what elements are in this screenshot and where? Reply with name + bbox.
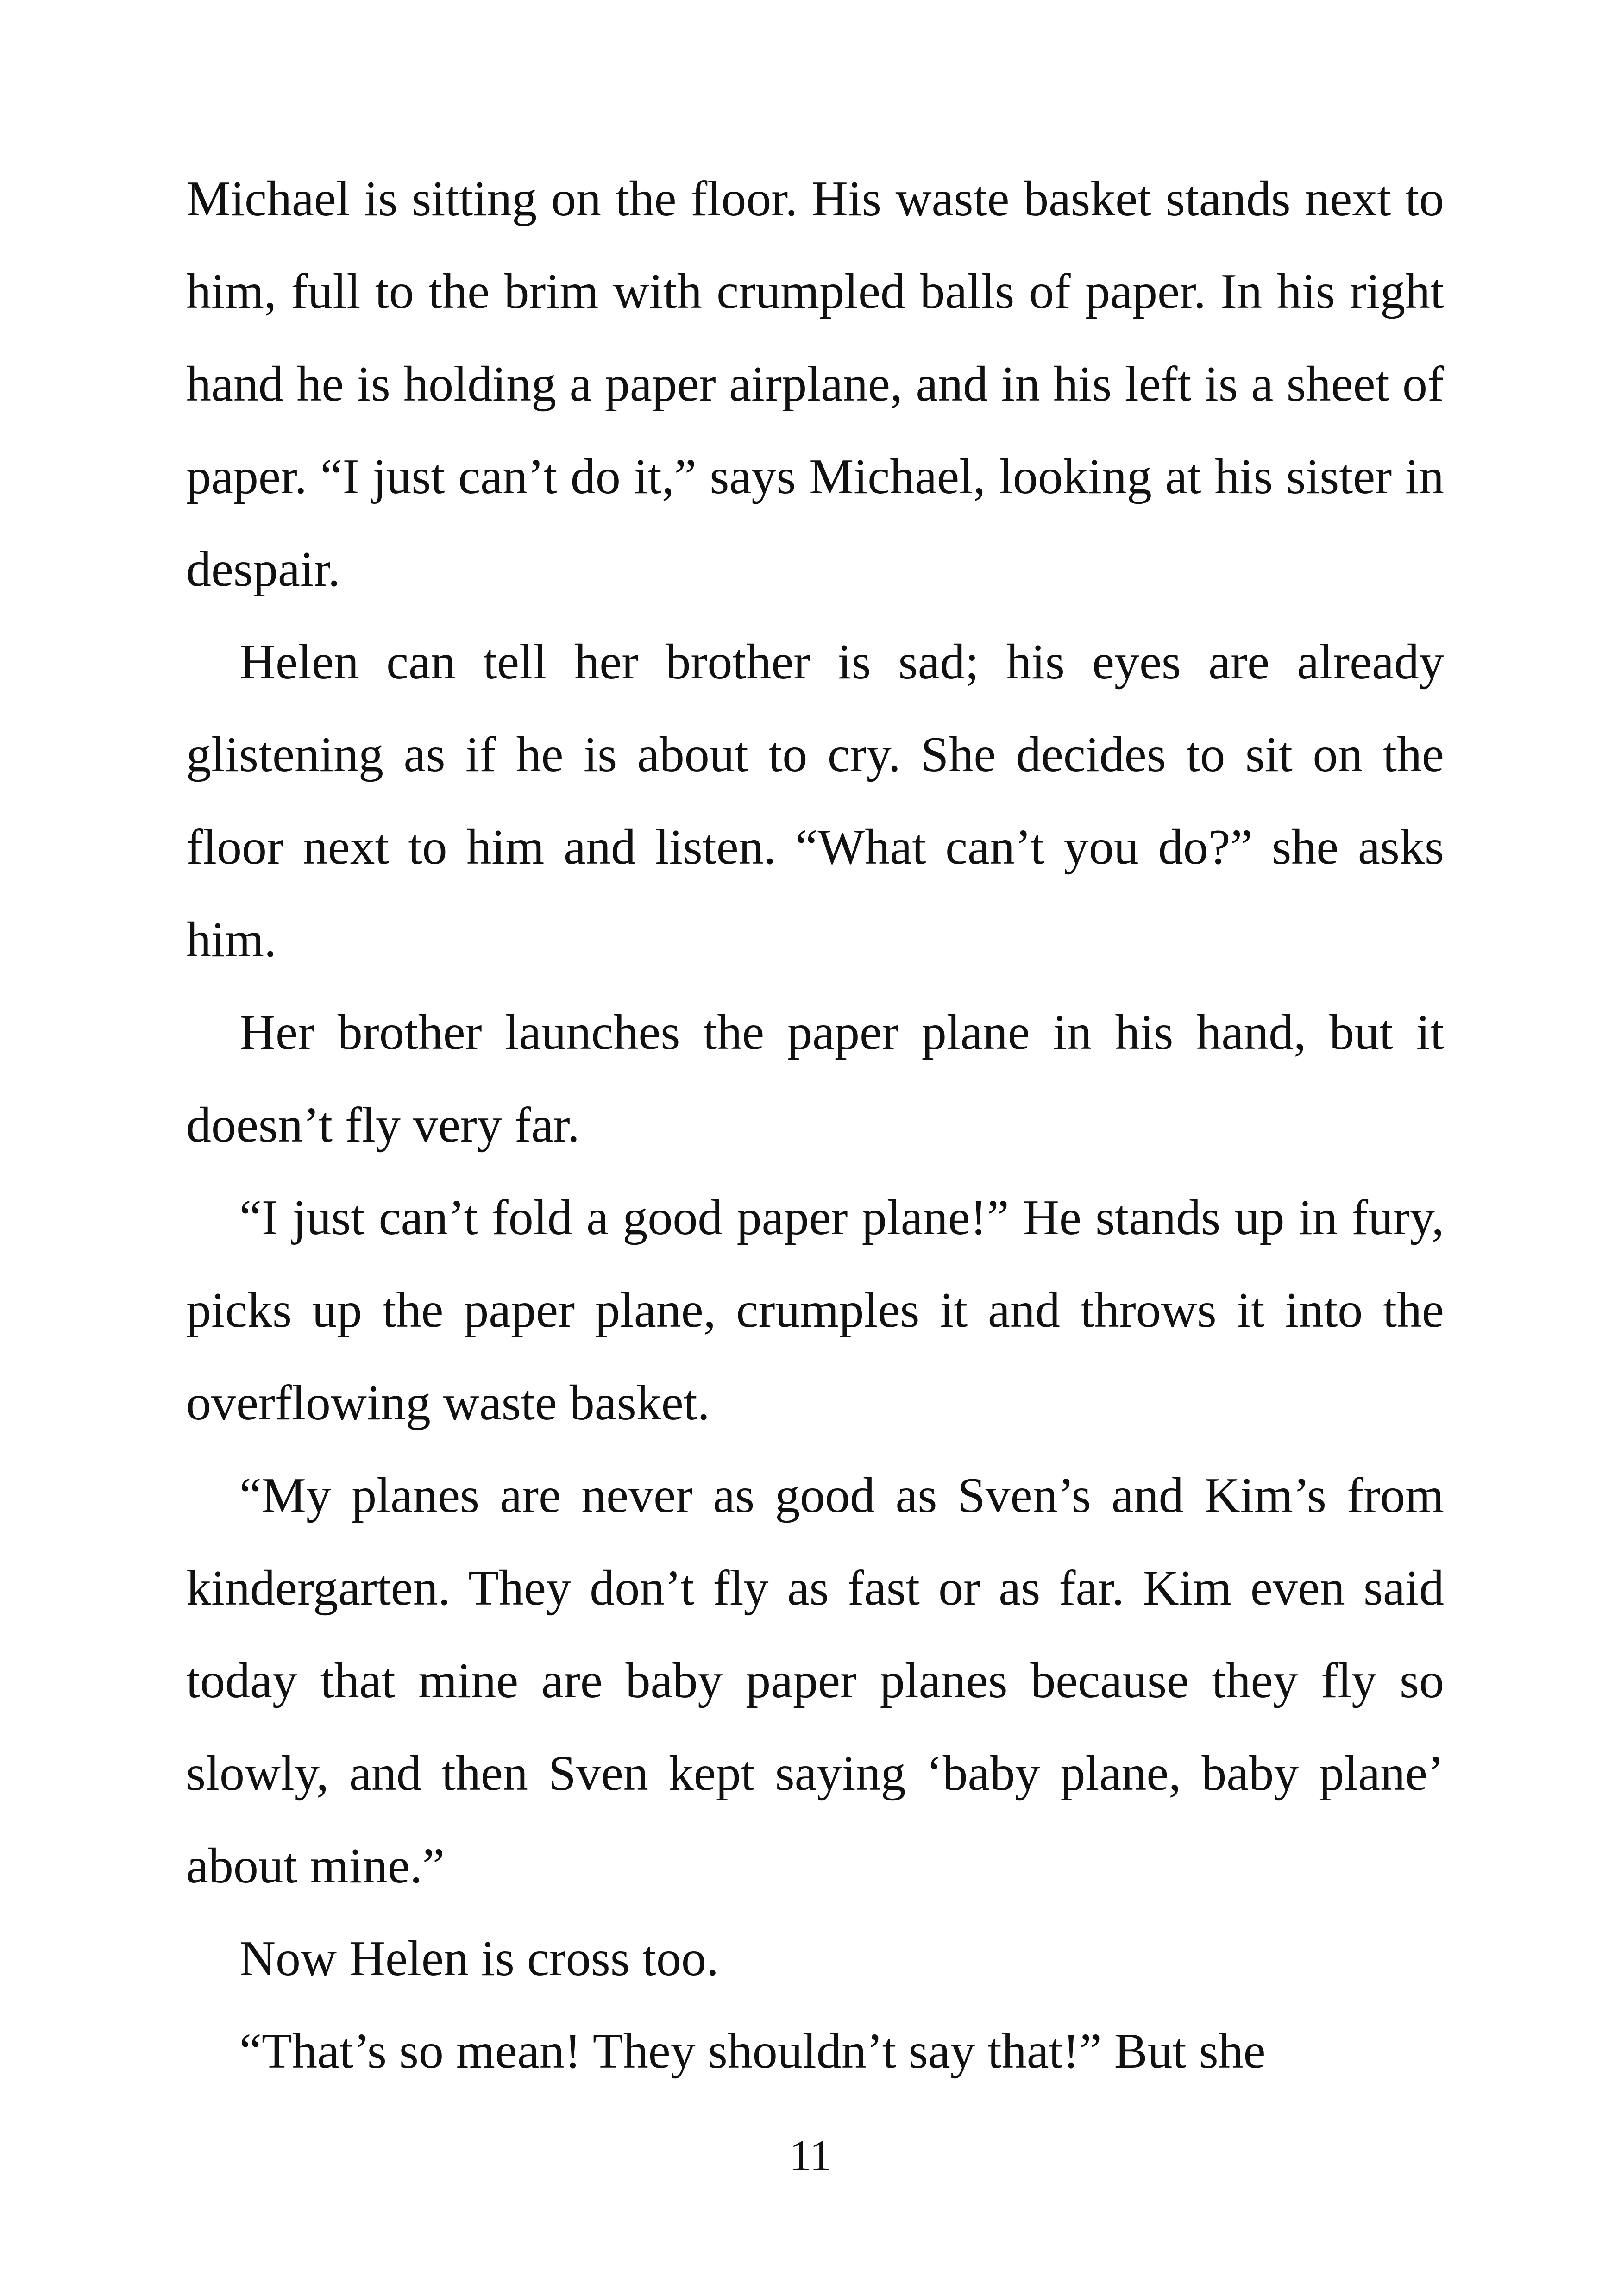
paragraph: “That’s so mean! They shouldn’t say that!” But she (239, 2024, 1266, 2079)
paragraph: Now Helen is cross too. (239, 1931, 719, 1986)
page-number: 11 (789, 2132, 832, 2180)
paragraph: Her brother launches the paper plane in his hand, but it doesn’t fly very far. (186, 1005, 1444, 1153)
paragraph: Michael is sitting on the floor. His waste basket stands next to him, full to the brim with crumpled balls of paper. In his right hand he is holding a paper airplane, and in his left is a sheet of paper. “I just can’t do it,” says Michael, looking at his sister in despair. (186, 171, 1444, 597)
paragraph: “My planes are never as good as Sven’s and Kim’s from kindergarten. They don’t fly as fast or as far. Kim even said today that mine are baby paper planes because they fly so slowly, and then Sven kept saying ‘baby plane, baby plane’ about mine.” (186, 1468, 1444, 1894)
body-text (186, 153, 1444, 2098)
paragraph: “I just can’t fold a good paper plane!” He stands up in fury, picks up the paper plane, crumples it and throws it into the overflowing waste basket. (186, 1190, 1444, 1430)
paragraph: Helen can tell her brother is sad; his eyes are already glistening as if he is about to cry. She decides to sit on the floor next to him and listen. “What can’t you do?” she asks him. (186, 634, 1444, 967)
